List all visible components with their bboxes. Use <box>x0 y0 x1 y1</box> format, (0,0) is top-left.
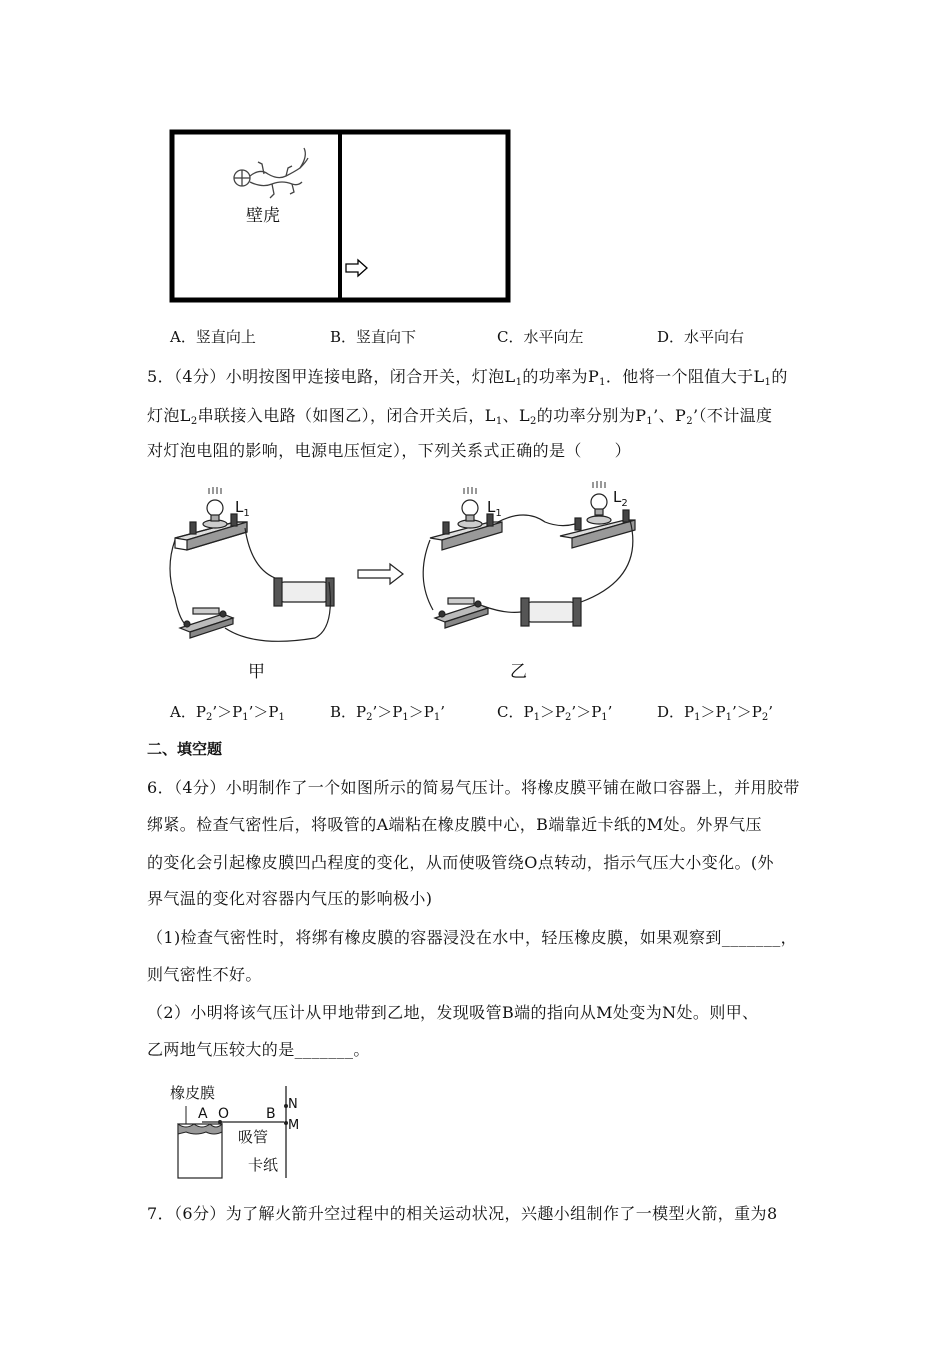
battery-right-icon <box>527 602 575 622</box>
q6-line-4: 界气温的变化对容器内气压的影响极小) <box>147 889 433 908</box>
q5-option-d: D．$P_1>P_1’>P_2$’ <box>657 703 773 723</box>
fig-right-label: 乙 <box>510 662 527 682</box>
label-straw: 吸管 <box>238 1128 269 1146</box>
q6-sub1-line-2: 则气密性不好。 <box>147 965 262 984</box>
q7-line-1: 7．（6分）为了解火箭升空过程中的相关运动状况，兴趣小组制作了一模型火箭，重为8 <box>147 1204 778 1223</box>
q5-line-2: 灯泡$L_2$串联接入电路（如图乙），闭合开关后，$L_1$、$L_2$的功率分别为$P_1$’、$P_2$’（不计温度 <box>147 406 773 427</box>
q6-line-2: 绑紧。检查气密性后，将吸管的A端粘在橡皮膜中心，B端靠近卡纸的M处。外界气压 <box>147 815 762 834</box>
bulb-l1-right-label: $L_1$ <box>487 498 502 519</box>
label-n: N <box>288 1097 298 1112</box>
bulb-l2-icon <box>591 494 607 510</box>
arrow-right-icon <box>358 564 403 584</box>
q5-option-a: A．$P_2’>P_1’>P_1$ <box>170 703 285 723</box>
bulb-l1-left-icon <box>207 500 223 516</box>
q6-sub2-line-1: （2）小明将该气压计从甲地带到乙地，发现吸管B端的指向从M处变为N处。则甲、 <box>147 1003 759 1022</box>
label-o: O <box>218 1106 230 1122</box>
section-heading: 二、填空题 <box>147 740 223 758</box>
bulb-l1-right-icon <box>462 500 478 516</box>
q6-sub1-line-1: （1)检查气密性时，将绑有橡皮膜的容器浸没在水中，轻压橡皮膜，如果观察到_______， <box>147 928 798 947</box>
label-a: A <box>198 1106 208 1122</box>
bulb-l2-label: $L_2$ <box>613 488 628 509</box>
q4-option-d: D．水平向右 <box>657 328 745 346</box>
q4-option-a: A．竖直向上 <box>170 328 256 346</box>
gecko-icon <box>234 148 308 198</box>
q4-option-c: C．水平向左 <box>497 328 584 346</box>
q6-line-1: 6．（4分）小明制作了一个如图所示的简易气压计。将橡皮膜平铺在敞口容器上，并用胶带 <box>147 778 800 797</box>
label-membrane: 橡皮膜 <box>170 1084 216 1102</box>
barometer-figure <box>166 1078 306 1182</box>
bulb-l1-left-label: $L_1$ <box>235 498 250 519</box>
label-m: M <box>288 1118 300 1133</box>
circuit-figure <box>165 478 815 688</box>
q5-line-1: 5．（4分）小明按图甲连接电路，闭合开关，灯泡$L_1$的功率为$P_1$．他将一个阻值大于$L_1$的 <box>147 367 788 388</box>
q5-line-3: 对灯泡电阻的影响，电源电压恒定），下列关系式正确的是（ ） <box>147 441 632 460</box>
q5-option-c: C．$P_1>P_2’>P_1$’ <box>497 703 613 723</box>
q6-line-3: 的变化会引起橡皮膜凹凸程度的变化，从而使吸管绕O点转动，指示气压大小变化。(外 <box>147 853 774 872</box>
gecko-wall-figure <box>168 128 514 304</box>
q5-option-b: B．$P_2’>P_1>P_1$’ <box>330 703 445 723</box>
battery-left-icon <box>280 582 328 602</box>
q6-sub2-line-2: 乙两地气压较大的是_______。 <box>147 1040 370 1059</box>
gecko-label: 壁虎 <box>246 206 280 226</box>
q4-option-b: B．竖直向下 <box>330 328 417 346</box>
fig-left-label: 甲 <box>248 662 265 682</box>
label-b: B <box>266 1106 276 1122</box>
arrow-right-icon <box>346 260 367 276</box>
label-card: 卡纸 <box>248 1156 279 1174</box>
